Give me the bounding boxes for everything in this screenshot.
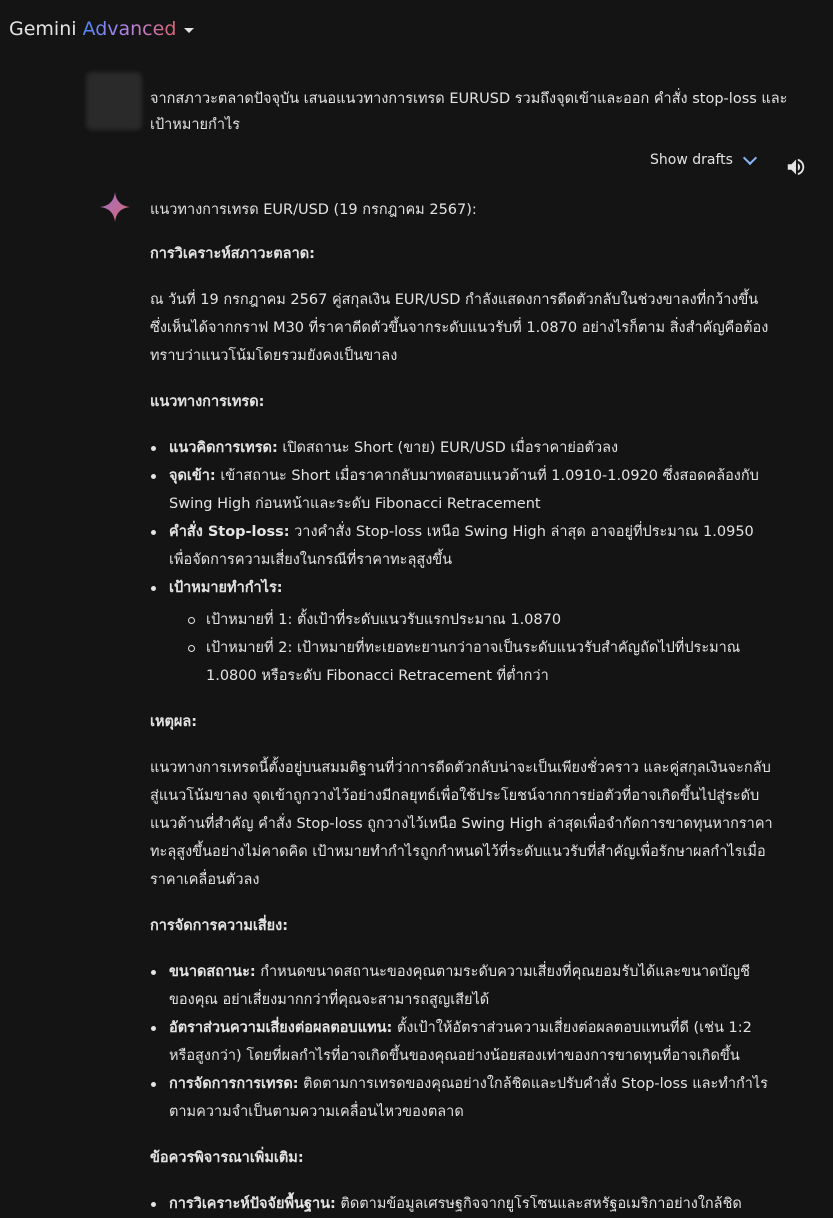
- item-label: เป้าหมายทำกำไร:: [169, 580, 283, 596]
- risk-list: [150, 958, 775, 1126]
- item-text: กำหนดขนาดสถานะของคุณตามระดับความเสี่ยงที่คุณยอมรับได้และขนาดบัญชีของคุณ อย่าเสี่ยงมากกว่าที่คุณจะสามารถสูญเสียได้: [169, 964, 750, 1008]
- extra-heading: ข้อควรพิจารณาเพิ่มเติม:: [150, 1150, 304, 1166]
- user-prompt: จากสภาวะตลาดปัจจุบัน เสนอแนวทางการเทรด EURUSD รวมถึงจุดเข้าและออก คำสั่ง stop-loss และเป้าหมายกำไร: [150, 91, 788, 133]
- list-item: [150, 434, 775, 462]
- item-text: ติดตามการเทรดของคุณอย่างใกล้ชิดและปรับคำสั่ง Stop-loss และทำกำไรตามความจำเป็นตามความเคลื่อนไหวของตลาด: [169, 1076, 768, 1120]
- gemini-sparkle-icon: [98, 190, 132, 224]
- user-avatar: [86, 72, 142, 130]
- targets-list: [169, 606, 775, 690]
- item-text: วางคำสั่ง Stop-loss เหนือ Swing High ล่าสุด อาจอยู่ที่ประมาณ 1.0950 เพื่อจัดการความเสี่ยงในกรณีที่ราคาทะลุสูงขึ้น: [169, 524, 754, 568]
- brand-tier: Advanced: [82, 18, 177, 40]
- model-response: [150, 196, 775, 1218]
- chevron-down-icon: [743, 151, 757, 165]
- analysis-text: ณ วันที่ 19 กรกฎาคม 2567 คู่สกุลเงิน EUR/USD กำลังแสดงการดีดตัวกลับในช่วงขาลงที่กว้างขึ้น ซึ่งเห็นได้จากกราฟ M30 ที่ราคาดีดตัวขึ้นจากระดับแนวรับที่ 1.0870 อย่างไรก็ตาม สิ่งสำคัญคือต้องทราบว่าแนวโน้มโดยรวมยังคงเป็นขาลง: [150, 292, 769, 364]
- response-title: แนวทางการเทรด EUR/USD (19 กรกฎาคม 2567):: [150, 202, 477, 218]
- item-label: การวิเคราะห์ปัจจัยพื้นฐาน:: [169, 1196, 336, 1212]
- reason-heading: เหตุผล:: [150, 714, 198, 730]
- risk-heading: การจัดการความเสี่ยง:: [150, 918, 289, 934]
- strategy-list: [150, 434, 775, 690]
- show-drafts-button[interactable]: [650, 152, 755, 168]
- brand-name: Gemini: [9, 18, 77, 40]
- speaker-icon[interactable]: [785, 156, 807, 178]
- list-item: [150, 1014, 775, 1070]
- list-item: [150, 1070, 775, 1126]
- item-label: คำสั่ง Stop-loss:: [169, 524, 290, 540]
- item-label: แนวคิดการเทรด:: [169, 440, 278, 456]
- item-text: ตั้งเป้าให้อัตราส่วนความเสี่ยงต่อผลตอบแทนที่ดี (เช่น 1:2 หรือสูงกว่า) โดยที่ผลกำไรที่อาจเกิดขึ้นของคุณอย่างน้อยสองเท่าของการขาดทุนที่อาจเกิดขึ้น: [169, 1020, 752, 1064]
- strategy-heading: แนวทางการเทรด:: [150, 394, 265, 410]
- item-text: เข้าสถานะ Short เมื่อราคากลับมาทดสอบแนวต้านที่ 1.0910-1.0920 ซึ่งสอดคล้องกับ Swing High ก่อนหน้าและระดับ Fibonacci Retracement: [169, 468, 759, 512]
- list-item: [150, 518, 775, 574]
- target-item: เป้าหมายที่ 1: ตั้งเป้าที่ระดับแนวรับแรกประมาณ 1.0870: [169, 606, 775, 634]
- extra-list: [150, 1190, 775, 1218]
- analysis-heading: การวิเคราะห์สภาวะตลาด:: [150, 246, 315, 262]
- list-item: [150, 574, 775, 690]
- item-label: การจัดการการเทรด:: [169, 1076, 299, 1092]
- item-label: อัตราส่วนความเสี่ยงต่อผลตอบแทน:: [169, 1020, 393, 1036]
- model-selector[interactable]: [9, 14, 194, 44]
- reason-text: แนวทางการเทรดนี้ตั้งอยู่บนสมมติฐานที่ว่าการดีดตัวกลับน่าจะเป็นเพียงชั่วคราว และคู่สกุลเงินจะกลับสู่แนวโน้มขาลง จุดเข้าถูกวางไว้อย่างมีกลยุทธ์เพื่อใช้ประโยชน์จากการย่อตัวที่อาจเกิดขึ้นไปสู่ระดับแนวต้านที่สำคัญ คำสั่ง Stop-loss ถูกวางไว้เหนือ Swing High ล่าสุดเพื่อจำกัดการขาดทุนหากราคาทะลุสูงขึ้นอย่างไม่คาดคิด เป้าหมายทำกำไรถูกกำหนดไว้ที่ระดับแนวรับที่สำคัญเพื่อรักษาผลกำไรเมื่อราคาเคลื่อนตัวลง: [150, 760, 773, 888]
- item-text: ติดตามข้อมูลเศรษฐกิจจากยูโรโซนและสหรัฐอเมริกาอย่างใกล้ชิด: [335, 1196, 742, 1212]
- caret-down-icon: [184, 28, 194, 33]
- list-item: [150, 462, 775, 518]
- target-item: เป้าหมายที่ 2: เป้าหมายที่ทะเยอทะยานกว่าอาจเป็นระดับแนวรับสำคัญถัดไปที่ประมาณ 1.0800 หรือระดับ Fibonacci Retracement ที่ต่ำกว่า: [169, 634, 775, 690]
- item-label: ขนาดสถานะ:: [169, 964, 256, 980]
- show-drafts-label: Show drafts: [650, 152, 733, 168]
- item-label: จุดเข้า:: [169, 468, 216, 484]
- list-item: [150, 1190, 775, 1218]
- list-item: [150, 958, 775, 1014]
- item-text: เปิดสถานะ Short (ขาย) EUR/USD เมื่อราคาย่อตัวลง: [277, 440, 619, 456]
